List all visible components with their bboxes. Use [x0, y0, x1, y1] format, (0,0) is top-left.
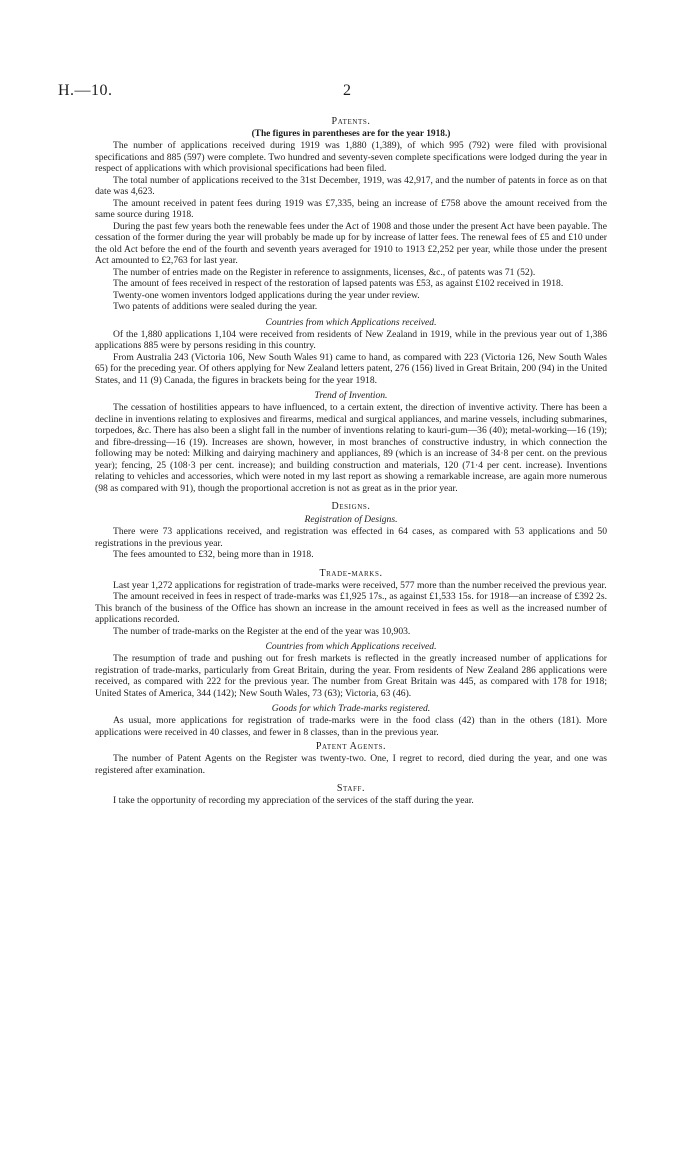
- paragraph: The fees amounted to £32, being more than in 1918.: [113, 549, 314, 560]
- section-heading-staff: Staff.: [336, 783, 366, 794]
- parentheses-note: (The figures in parentheses are for the year 1918.): [251, 129, 451, 139]
- section-heading-designs: Designs.: [331, 501, 371, 512]
- paragraph: Twenty-one women inventors lodged applications during the year under review.: [113, 289, 420, 301]
- report-body: [95, 116, 607, 807]
- paragraph: The resumption of trade and pushing out for fresh markets is reflected in the greatly increased number of applications for registration of trade-marks, particularly from Great Britain, during the year. From residents of New Zealand 286 applications were received, as compared with 222 for the previous year. The number from Great Britain was 445, as compared with 178 for 1918; United States of America, 344 (142); New South Wales, 73 (63); Victoria, 63 (46).: [95, 653, 607, 699]
- paragraph: The number of trade-marks on the Register at the end of the year was 10,903.: [113, 625, 411, 637]
- paragraph: There were 73 applications received, and registration was effected in 64 cases, as compared with 53 applications and 50 registrations in the previous year.: [95, 526, 607, 549]
- subheading-registration-designs: Registration of Designs.: [304, 514, 398, 525]
- section-heading-patents: Patents.: [331, 116, 371, 127]
- paragraph: The number of applications received during 1919 was 1,880 (1,389), of which 995 (792) were filed with provisional specifications and 885 (597) were complete. Two hundred and seventy-seven complete specifications were lodged during the year in respect of applications with which provisional specifications had been filed.: [95, 140, 607, 174]
- paragraph: The amount received in patent fees during 1919 was £7,335, being an increase of £758 above the amount received from the same source during 1918.: [95, 197, 607, 220]
- paragraph: The number of entries made on the Register in reference to assignments, licenses, &c., of patents was 71 (52).: [113, 266, 536, 278]
- paragraph: Two patents of additions were sealed during the year.: [113, 301, 318, 312]
- report-code: H.—10.: [58, 82, 113, 99]
- paragraph: During the past few years both the renewable fees under the Act of 1908 and those under the present Act have been payable. The cessation of the former during the year will probably be made up for by increase of latter fees. The renewal fees of £5 and £10 under the old Act before the end of the fourth and seventh years averaged for 1910 to 1913 £2,252 per year, while those under the present Act amounted to £2,763 for last year.: [95, 220, 607, 266]
- paragraph: I take the opportunity of recording my appreciation of the services of the staff during the year.: [113, 795, 474, 806]
- paragraph: The amount of fees received in respect of the restoration of lapsed patents was £53, as against £102 received in 1918.: [113, 278, 564, 289]
- paragraph: As usual, more applications for registration of trade-marks were in the food class (42) than in the others (181). More applications were received in 40 classes, and fewer in 8 classes, than in the previous year.: [95, 715, 607, 738]
- paragraph: From Australia 243 (Victoria 106, New South Wales 91) came to hand, as compared with 223 (Victoria 126, New South Wales 65) for the preceding year. Of others applying for New Zealand letters patent, 276 (156) lived in Great Britain, 200 (94) in the United States, and 11 (9) Canada, the figures in brackets being for the year 1918.: [95, 351, 607, 386]
- subheading-tm-countries: Countries from which Applications received.: [265, 641, 437, 652]
- paragraph: Last year 1,272 applications for registration of trade-marks were received, 577 more than the number received the previous year.: [113, 579, 607, 591]
- paragraph: The total number of applications received to the 31st December, 1919, was 42,917, and the number of patents in force as on that date was 4,623.: [95, 174, 607, 197]
- paragraph: The cessation of hostilities appears to have influenced, to a certain extent, the direction of inventive activity. There has been a decline in inventions relating to explosives and firearms, medical and surgical appliances, and marine vessels, including submarines, torpedoes, &c. There has also been a slight fall in the number of inventions relating to kauri-gum—36 (40); metal-working—16 (19); and fibre-dressing—16 (19). Increases are shown, however, in most branches of constructive industry, in which connection the following may be noted: Milking and dairying machinery and appliances, 89 (which is an increase of 34·8 per cent. on the previous year); fencing, 25 (108·3 per cent. increase); and building construction and materials, 120 (71·4 per cent. increase). Inventions relating to vehicles and accessories, which were noted in my last report as showing a remarkable increase, are again more numerous (98 as compared with 91), though the proportional accretion is not as great as in the prior year.: [95, 402, 607, 494]
- paragraph: The amount received in fees in respect of trade-marks was £1,925 17s., as against £1,533 15s. for 1918—an increase of £392 2s. This branch of the business of the Office has shown an increase in the amount received in fees as well as the increased number of applications recorded.: [95, 591, 607, 625]
- paragraph: The number of Patent Agents on the Register was twenty-two. One, I regret to record, died during the year, and one was registered after examination.: [95, 753, 607, 776]
- paragraph: Of the 1,880 applications 1,104 were received from residents of New Zealand in 1919, while in the previous year out of 1,386 applications 885 were by persons residing in this country.: [95, 328, 607, 351]
- subheading-countries: Countries from which Applications received.: [265, 316, 437, 328]
- page-number: 2: [343, 82, 351, 99]
- section-heading-patent-agents: Patent Agents.: [315, 741, 387, 752]
- subheading-trend: Trend of Invention.: [314, 390, 388, 401]
- subheading-goods: Goods for which Trade-marks registered.: [271, 703, 431, 714]
- section-heading-trademarks: Trade-marks.: [319, 567, 383, 579]
